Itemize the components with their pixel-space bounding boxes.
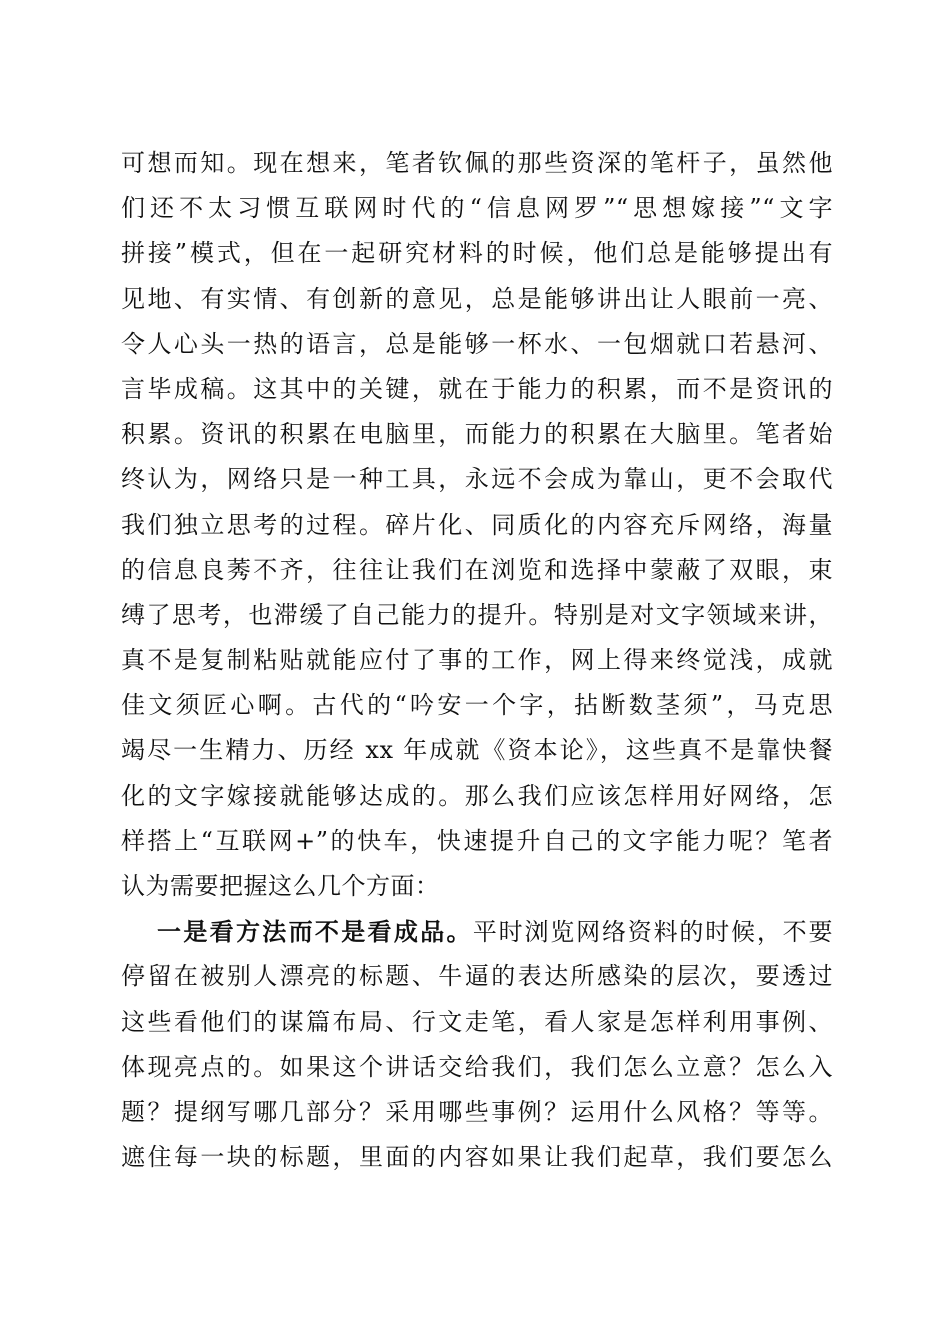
text-line: 化的文字嫁接就能够达成的。那么我们应该怎样用好网络，怎: [121, 781, 833, 810]
text-line: 佳文须匠心啊。古代的“吟安一个字，拈断数茎须”，马克思: [121, 691, 833, 720]
text-line: 样搭上“互联网+”的快车，快速提升自己的文字能力呢？笔者: [121, 826, 833, 855]
text-line: 遮住每一块的标题，里面的内容如果让我们起草，我们要怎么: [121, 1143, 833, 1172]
text-line: 拼接”模式，但在一起研究材料的时候，他们总是能够提出有: [121, 239, 833, 268]
text-line: 们还不太习惯互联网时代的“信息网罗”“思想嫁接”“文字: [121, 194, 833, 223]
text-line: 真不是复制粘贴就能应付了事的工作，网上得来终觉浅，成就: [121, 646, 833, 675]
text-line: 体现亮点的。如果这个讲话交给我们，我们怎么立意？怎么入: [121, 1052, 833, 1081]
text-line: 积累。资讯的积累在电脑里，而能力的积累在大脑里。笔者始: [121, 420, 833, 449]
text-line: 这些看他们的谋篇布局、行文走笔，看人家是怎样利用事例、: [121, 1007, 833, 1036]
body-text: [121, 141, 833, 1180]
section-first-line: [121, 909, 833, 954]
text-line: 题？提纲写哪几部分？采用哪些事例？运用什么风格？等等。: [121, 1097, 833, 1126]
text-line: 停留在被别人漂亮的标题、牛逼的表达所感染的层次，要透过: [121, 962, 833, 991]
text-line: 见地、有实情、有创新的意见，总是能够讲出让人眼前一亮、: [121, 284, 833, 313]
text-line: 终认为，网络只是一种工具，永远不会成为靠山，更不会取代: [121, 465, 833, 494]
text-line: 令人心头一热的语言，总是能够一杯水、一包烟就口若悬河、: [121, 329, 833, 358]
text-line: 我们独立思考的过程。碎片化、同质化的内容充斥网络，海量: [121, 510, 833, 539]
text-line: 言毕成稿。这其中的关键，就在于能力的积累，而不是资讯的: [121, 374, 833, 403]
text-line: 的信息良莠不齐，往往让我们在浏览和选择中蒙蔽了双眼，束: [121, 555, 833, 584]
section-first-line-text: 平时浏览网络资料的时候，不要: [472, 918, 834, 947]
section-heading: 一是看方法而不是看成品。: [157, 917, 473, 947]
text-line: 可想而知。现在想来，笔者钦佩的那些资深的笔杆子，虽然他: [121, 149, 833, 177]
text-line: 认为需要把握这么几个方面：: [121, 872, 440, 900]
text-line: 竭尽一生精力、历经 xx 年成就《资本论》，这些真不是靠快餐: [121, 736, 833, 765]
text-line: 缚了思考，也滞缓了自己能力的提升。特别是对文字领域来讲，: [121, 600, 833, 629]
